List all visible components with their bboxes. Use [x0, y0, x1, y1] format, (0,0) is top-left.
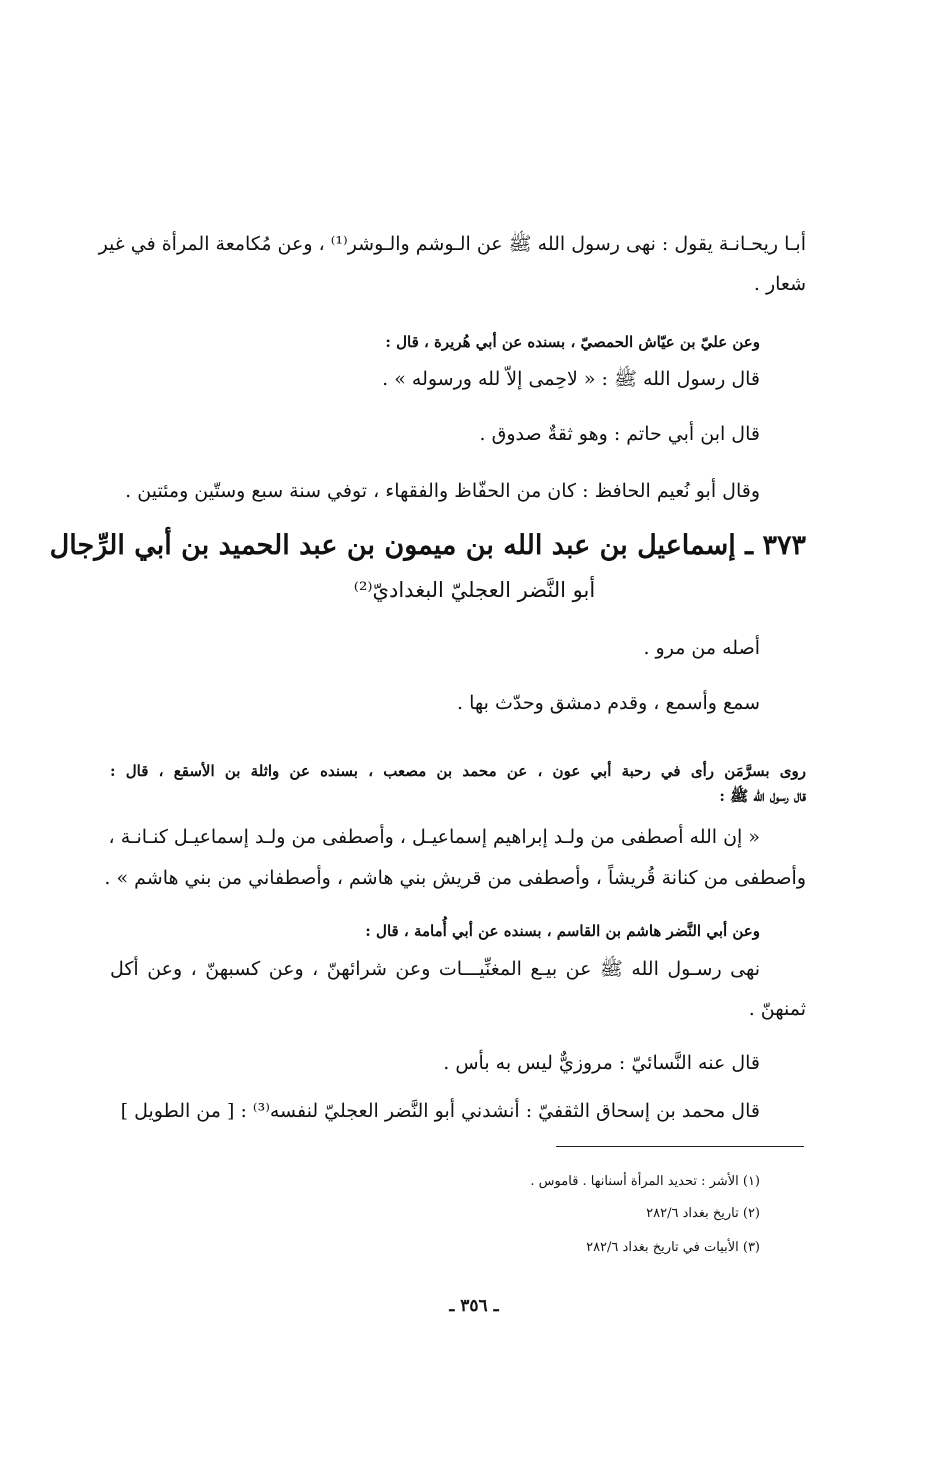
- entry-heading: ٣٧٣ ـ إسماعيل بن عبد الله بن ميمون بن عبد الحميد بن أبي الرِّجال: [49, 530, 806, 561]
- text-line-3: قال ابن أبي حاتم : وهو ثقةٌ صدوق .: [479, 423, 760, 445]
- text-line-8: قال محمد بن إسحاق الثقفيّ : أنشدني أبو النَّضر العجليّ لنفسه⁽³⁾ : [ من الطويل ]: [120, 1100, 760, 1122]
- isnad-line-2: روى بسرَّمَن رأى في رحبة أبي عون ، عن محمد بن مصعب ، بسنده عن واثلة بن الأسقع ، قال :: [110, 762, 806, 780]
- text-line-2: شعار .: [753, 273, 806, 295]
- isnad-line-3: قال رسول الله ﷺ :: [719, 787, 806, 805]
- isnad-line-4: وعن أبي النَّضر هاشم بن القاسم ، بسنده عن أبي أُمامة ، قال :: [365, 922, 760, 940]
- entry-subheading: أبو النَّضر العجليّ البغداديّ⁽²⁾: [353, 578, 596, 602]
- hadith-line-4: نهى رسـول الله ﷺ عن بيـع المغنِّيـــات وعن شرائهنّ ، وعن كسبهنّ ، وعن أكل: [110, 958, 760, 980]
- text-line-1: أبـا ريحـانـة يقول : نهى رسول الله ﷺ عن الـوشم والـوشر⁽¹⁾ ، وعن مُكامعة المرأة في غير: [98, 233, 806, 255]
- footnote-separator: [556, 1146, 804, 1147]
- hadith-line-5: ثمنهنّ .: [748, 998, 806, 1020]
- page-number: ـ ٣٥٦ ـ: [449, 1296, 499, 1316]
- text-line-4: وقال أبو نُعيم الحافظ : كان من الحفّاظ والفقهاء ، توفي سنة سبع وستّين ومئتين .: [125, 480, 760, 502]
- text-line-6: سمع وأسمع ، وقدم دمشق وحدّث بها .: [457, 692, 760, 714]
- footnote-2: (٢) تاريخ بغداد ٢٨٢/٦: [646, 1206, 760, 1221]
- text-line-5: أصله من مرو .: [643, 637, 760, 659]
- text-line-7: قال عنه النَّسائيّ : مروزيٌّ ليس به بأس .: [443, 1052, 760, 1074]
- hadith-line-2: « إن الله أصطفى من ولـد إبراهيم إسماعيـل ، وأصطفى من ولـد إسماعيـل كنـانـة ،: [108, 826, 760, 848]
- footnote-3: (٣) الأبيات في تاريخ بغداد ٢٨٢/٦: [586, 1240, 760, 1255]
- footnote-1: (١) الأشر : تحديد المرأة أسنانها . قاموس .: [530, 1174, 760, 1189]
- isnad-line-1: وعن عليّ بن عيّاش الحمصيّ ، بسنده عن أبي هُريرة ، قال :: [385, 333, 760, 351]
- hadith-line-3: وأصطفى من كنانة قُريشاً ، وأصطفى من قريش بني هاشم ، وأصطفاني من بني هاشم » .: [104, 867, 806, 889]
- hadith-line-1: قال رسول الله ﷺ : « لاحِمى إلاّ لله ورسوله » .: [382, 368, 760, 390]
